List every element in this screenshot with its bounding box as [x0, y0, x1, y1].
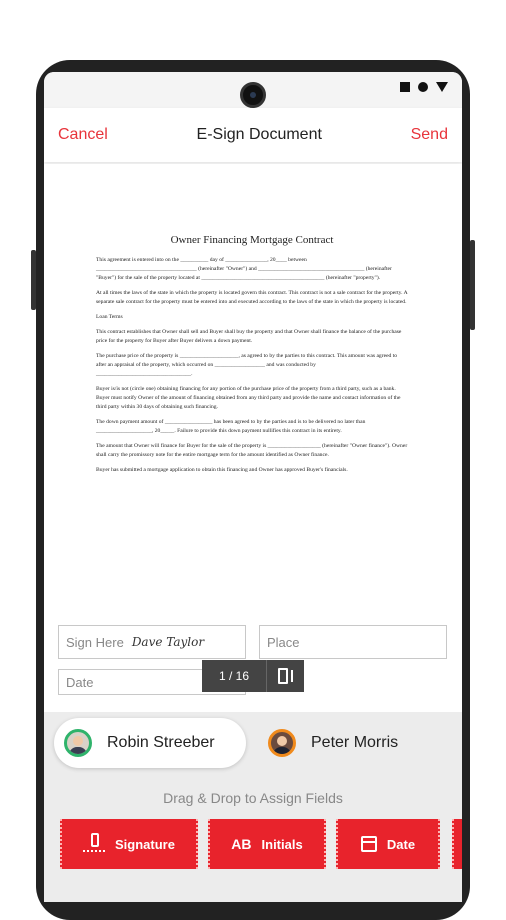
cancel-button[interactable]: Cancel: [58, 126, 108, 143]
document-paragraph: The down payment amount of _________________ has been agreed to by the parties and is to be delivered no later than ____________________, 20_____. Failure to provide this down payment nullifies this contract in its entirety.: [96, 419, 366, 434]
more-tool-button[interactable]: [452, 819, 462, 869]
send-button[interactable]: Send: [410, 126, 448, 143]
volume-button: [31, 250, 36, 310]
calendar-icon: [361, 836, 377, 852]
document-paragraph: This agreement is entered into on the __________ day of _______________, 20____ between ____________________________________ (hereinafter "Owner") and ______________________________________ (hereinafter "Buyer") for the sale of the property located at ____________________________________________ (hereinafter "property").: [96, 257, 392, 281]
page-view-icon[interactable]: [266, 660, 304, 692]
signature-image: Dave Taylor: [131, 635, 205, 649]
drag-drop-hint: Drag & Drop to Assign Fields: [163, 790, 343, 806]
tool-label: Date: [386, 836, 416, 852]
place-label: Place: [267, 634, 300, 650]
tool-label: Signature: [115, 836, 175, 852]
status-bar: [44, 72, 462, 108]
signer-robin-streeber[interactable]: [54, 718, 246, 768]
page-title: E-Sign Document: [196, 126, 322, 143]
signature-tool-button[interactable]: [60, 819, 198, 869]
page-indicator[interactable]: [202, 660, 304, 692]
field-tools: [60, 819, 462, 869]
signer-peter-morris[interactable]: [258, 718, 458, 768]
record-icon: [418, 82, 428, 92]
document-paragraph: Loan Terms: [96, 314, 123, 320]
status-icons: [400, 82, 448, 92]
date-tool-button[interactable]: [336, 819, 440, 869]
assign-panel: [44, 712, 462, 902]
signer-name: Peter Morris: [311, 734, 399, 751]
power-button: [470, 240, 475, 330]
sign-here-label: Sign Here: [66, 634, 124, 650]
initials-icon: AB: [231, 836, 252, 852]
top-app-bar: [44, 108, 462, 162]
phone-screen: [44, 72, 462, 902]
document-paragraph: This contract establishes that Owner shall sell and Buyer shall buy the property and that Owner shall finance the balance of the purchase price for the property for Buyer after Buyer delivers a down payment.: [96, 329, 402, 344]
page-count: 1 / 16: [218, 669, 250, 683]
document-paragraph: The purchase price of the property is _____________________, as agreed to by the parties to this contract. This amount was agreed to after an appraisal of the property, which occurred on __________________ and was conducted by __________________________________.: [96, 353, 398, 377]
document-paragraph: The amount that Owner will finance for Buyer for the sale of the property is ___________________ (hereinafter "Owner finance"). Owner shall carry the promissory note for the entire mortgage term for the amount identified as Owner finance.: [96, 443, 408, 458]
document-paragraph: At all times the laws of the state in which the property is located govern this contract. This contract is not a sale contract for the property. A separate sale contract for the property must be entered into and executed according to the laws of the state in which the property is located.: [96, 290, 408, 305]
signature-field[interactable]: [58, 625, 246, 659]
document-title: Owner Financing Mortgage Contract: [170, 234, 334, 246]
avatar: [268, 729, 296, 757]
tool-label: Initials: [261, 836, 303, 852]
avatar: [64, 729, 92, 757]
date-label: Date: [66, 674, 94, 690]
stop-icon: [400, 82, 410, 92]
dropdown-triangle-icon: [436, 82, 448, 92]
document-page: [96, 234, 408, 481]
signer-list: [44, 712, 462, 774]
signer-name: Robin Streeber: [107, 734, 215, 751]
signature-icon: [83, 833, 105, 855]
document-paragraph: Buyer is/is not (circle one) obtaining financing for any portion of the purchase price of the property from a third party, such as a bank. Buyer must notify Owner of the amount of financing obtained from any third party and provide the name and contact information of the third party within 30 days of obtaining such financing.: [96, 386, 401, 410]
camera-icon: [240, 82, 266, 108]
initials-tool-button[interactable]: [208, 819, 326, 869]
place-field[interactable]: [259, 625, 447, 659]
document-paragraph: Buyer has submitted a mortgage application to obtain this financing and Owner has approved Buyer's financials.: [96, 467, 348, 473]
